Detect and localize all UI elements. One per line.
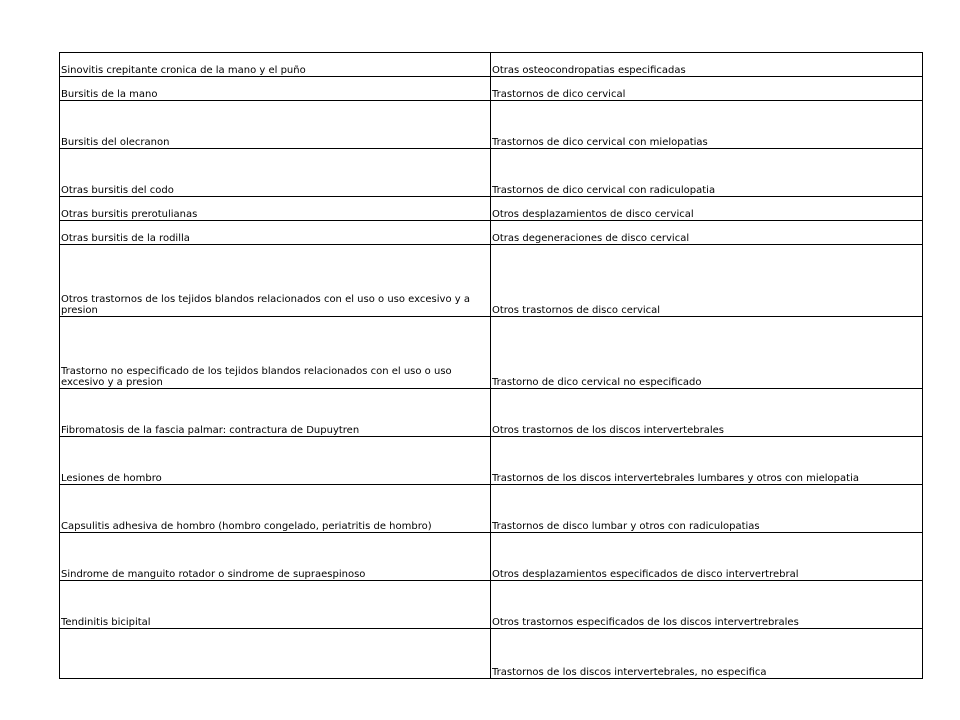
table-row — [60, 437, 923, 485]
conditions-table — [59, 52, 923, 679]
table-cell-right: Trastornos de los discos intervertebrales, no especifica — [491, 629, 923, 679]
table-row — [60, 221, 923, 245]
table-cell-right: Otros trastornos especificados de los discos intervertrebrales — [491, 581, 923, 629]
table-cell-right: Otros trastornos de los discos intervertebrales — [491, 389, 923, 437]
table-cell-right: Otros trastornos de disco cervical — [491, 245, 923, 317]
table-cell-left — [60, 629, 491, 679]
table-cell-left: Fibromatosis de la fascia palmar: contractura de Dupuytren — [60, 389, 491, 437]
table-cell-left: Sinovitis crepitante cronica de la mano y el puño — [60, 53, 491, 77]
table-cell-left: Lesiones de hombro — [60, 437, 491, 485]
table-cell-right: Trastornos de dico cervical — [491, 77, 923, 101]
table-cell-left: Sindrome de manguito rotador o sindrome de supraespinoso — [60, 533, 491, 581]
table-row — [60, 629, 923, 679]
table-row — [60, 197, 923, 221]
table-cell-left: Otras bursitis del codo — [60, 149, 491, 197]
table-row — [60, 581, 923, 629]
table-cell-right: Otros desplazamientos especificados de disco intervertrebral — [491, 533, 923, 581]
table-row — [60, 389, 923, 437]
table-cell-right: Trastornos de dico cervical con radiculopatia — [491, 149, 923, 197]
table-cell-left: Bursitis de la mano — [60, 77, 491, 101]
table-row — [60, 77, 923, 101]
table-cell-right: Trastornos de dico cervical con mielopatias — [491, 101, 923, 149]
table-cell-left: Trastorno no especificado de los tejidos blandos relacionados con el uso o uso excesivo y a presion — [60, 317, 491, 389]
table-cell-right: Trastornos de disco lumbar y otros con radiculopatias — [491, 485, 923, 533]
table-cell-right: Trastornos de los discos intervertebrales lumbares y otros con mielopatia — [491, 437, 923, 485]
table-cell-left: Otras bursitis de la rodilla — [60, 221, 491, 245]
table-cell-left: Tendinitis bicipital — [60, 581, 491, 629]
table-row — [60, 149, 923, 197]
table-row — [60, 101, 923, 149]
table-cell-right: Otras degeneraciones de disco cervical — [491, 221, 923, 245]
table-cell-right: Trastorno de dico cervical no especificado — [491, 317, 923, 389]
table-row — [60, 245, 923, 317]
table-cell-left: Otras bursitis prerotulianas — [60, 197, 491, 221]
table-cell-left: Capsulitis adhesiva de hombro (hombro congelado, periatritis de hombro) — [60, 485, 491, 533]
table-cell-right: Otros desplazamientos de disco cervical — [491, 197, 923, 221]
table-cell-left: Otros trastornos de los tejidos blandos relacionados con el uso o uso excesivo y a presion — [60, 245, 491, 317]
table-row — [60, 485, 923, 533]
table-row — [60, 533, 923, 581]
table-row — [60, 53, 923, 77]
table-cell-right: Otras osteocondropatias especificadas — [491, 53, 923, 77]
table-cell-left: Bursitis del olecranon — [60, 101, 491, 149]
table-row — [60, 317, 923, 389]
